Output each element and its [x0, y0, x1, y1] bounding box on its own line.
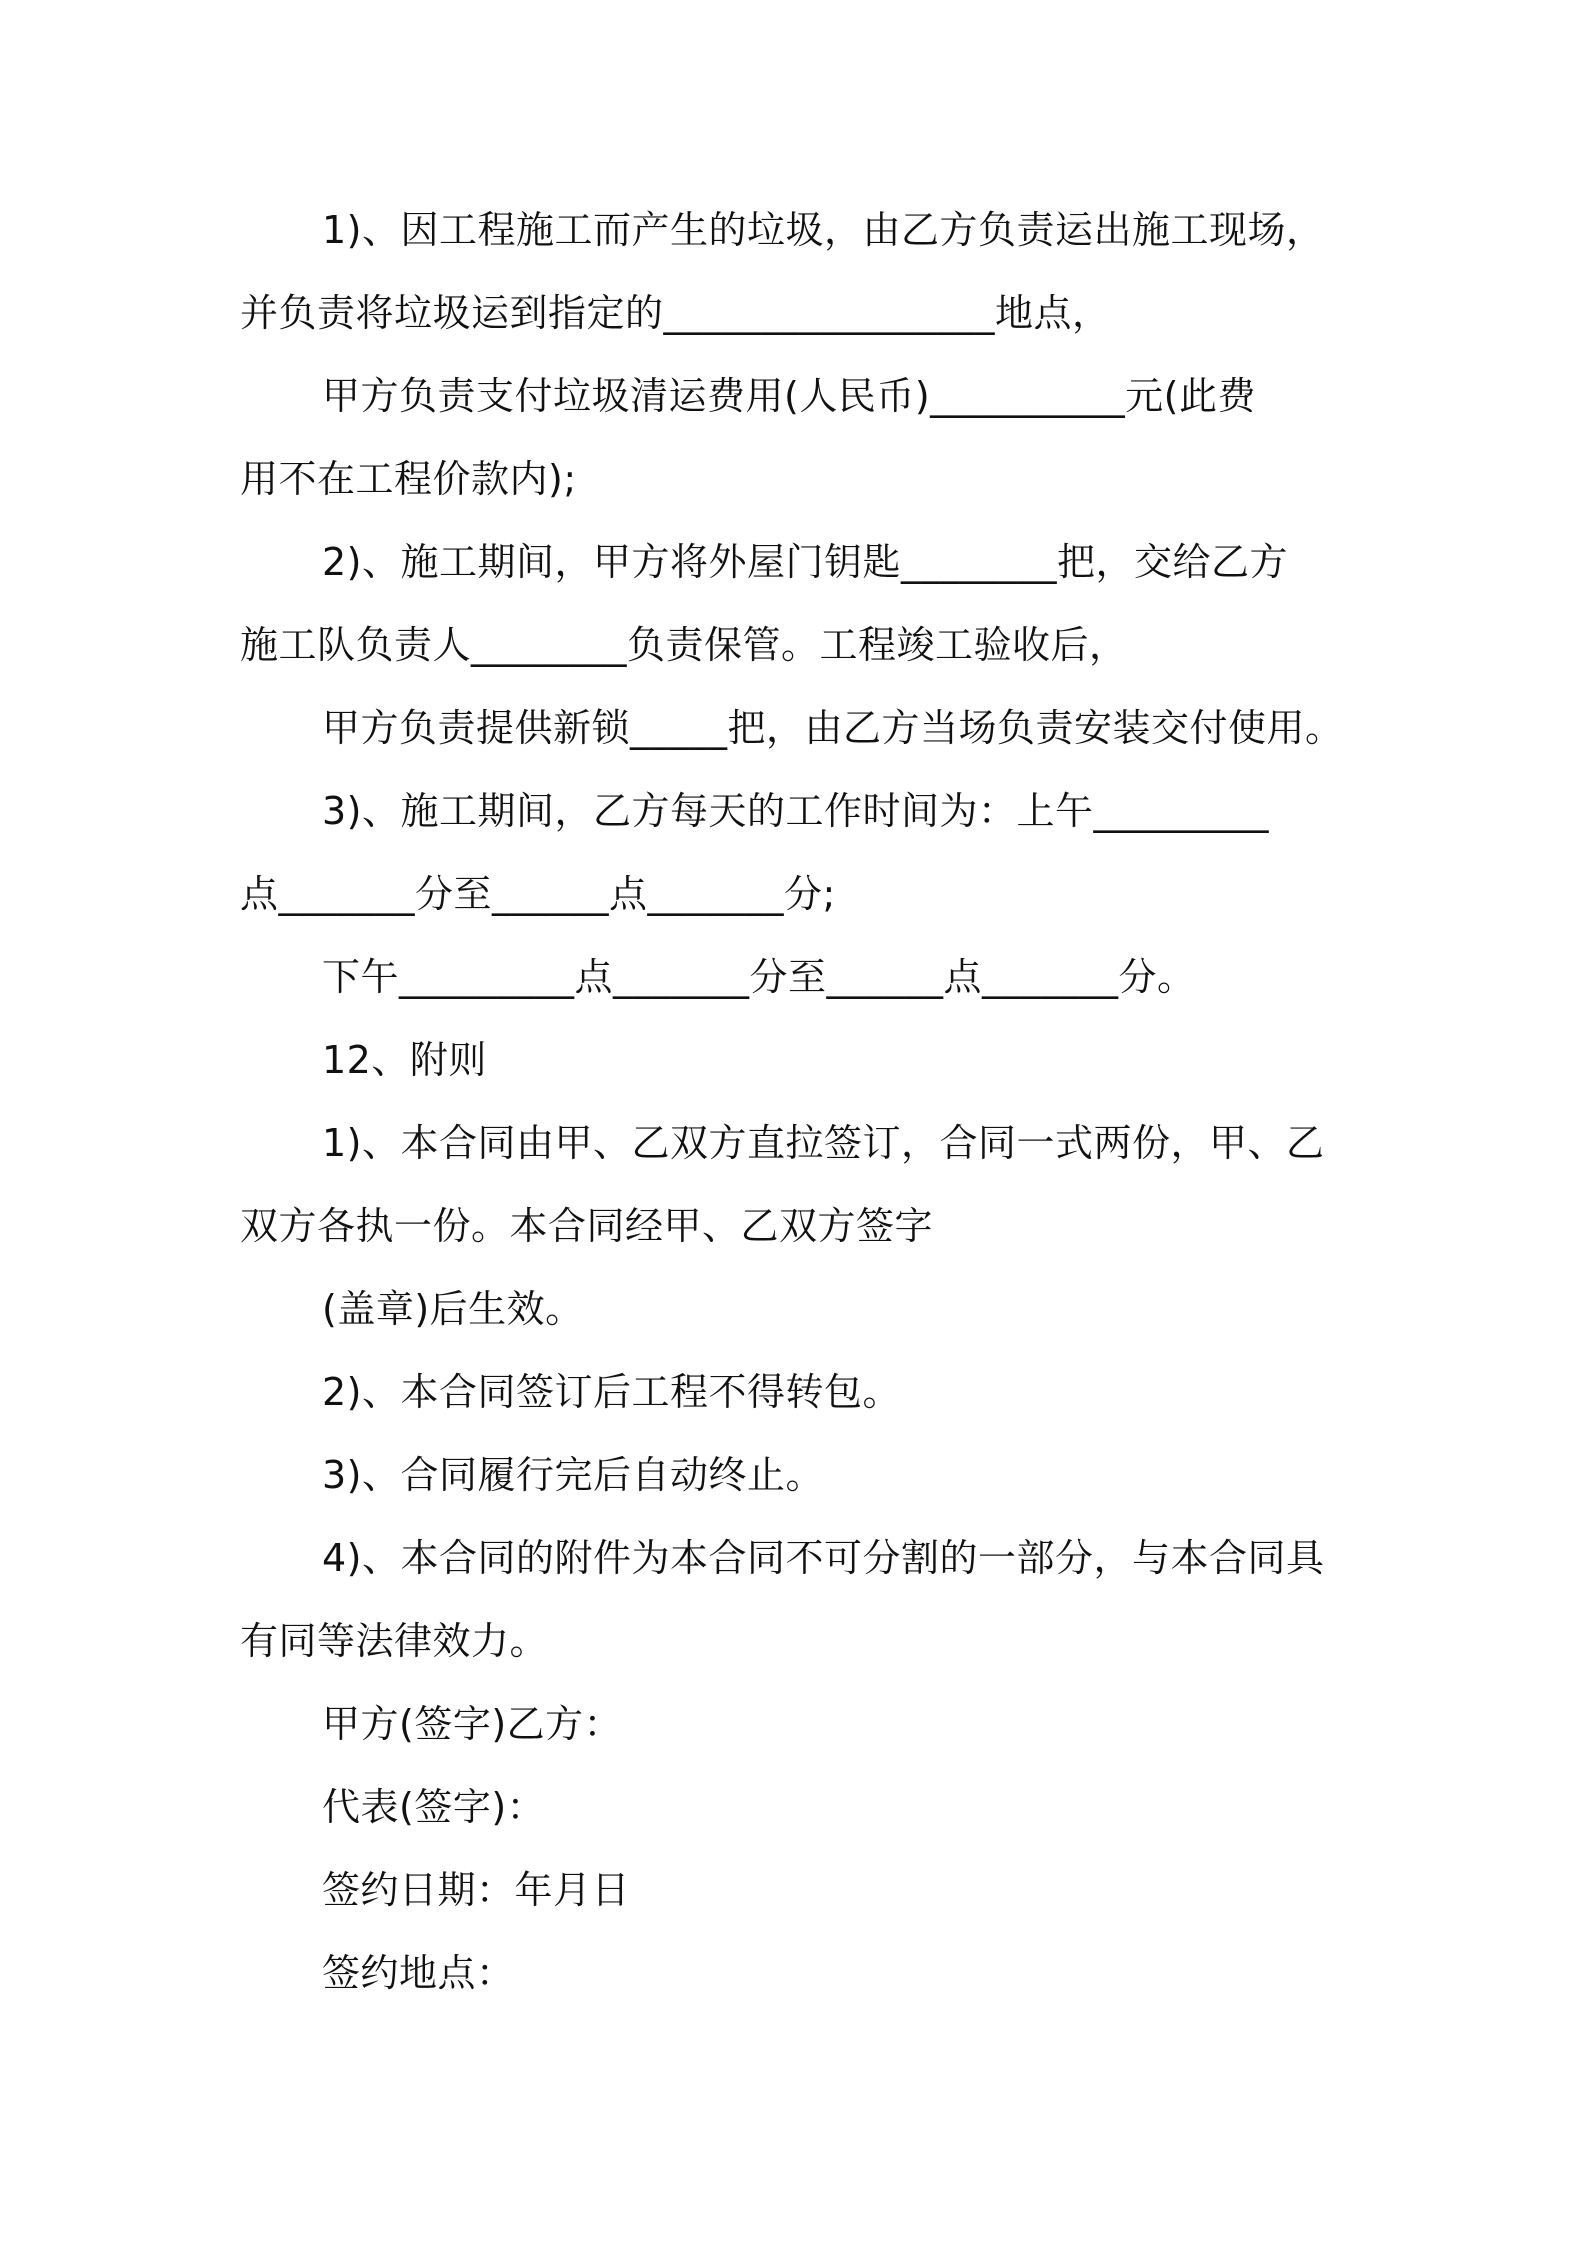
clause-3-line-2: 点_______分至______点_______分;	[240, 872, 836, 916]
clause-2-line-1: 2)、施工期间，甲方将外屋门钥匙________把，交给乙方	[322, 540, 1289, 584]
appendix-4-line-2: 有同等法律效力。	[240, 1619, 549, 1663]
signing-date-line: 签约日期：年月日	[322, 1868, 631, 1912]
appendix-4-line-1: 4)、本合同的附件为本合同不可分割的一部分，与本合同具	[322, 1536, 1325, 1580]
appendix-1-line-3: (盖章)后生效。	[322, 1287, 584, 1331]
appendix-2-line: 2)、本合同签订后工程不得转包。	[322, 1370, 902, 1414]
appendix-1-line-2: 双方各执一份。本合同经甲、乙双方签字	[240, 1204, 934, 1248]
appendix-1-line-1: 1)、本合同由甲、乙双方直拉签订，合同一式两份，甲、乙	[322, 1121, 1325, 1165]
clause-3-line-3: 下午_________点_______分至______点_______分。	[322, 955, 1196, 999]
appendix-3-line: 3)、合同履行完后自动终止。	[322, 1453, 825, 1497]
signing-place-line: 签约地点：	[322, 1951, 515, 1995]
clause-1-line-4: 用不在工程价款内);	[240, 457, 577, 501]
clause-1-line-1: 1)、因工程施工而产生的垃圾，由乙方负责运出施工现场，	[322, 208, 1325, 252]
clause-1-line-3: 甲方负责支付垃圾清运费用(人民币)__________元(此费	[322, 374, 1256, 418]
signature-representative-line: 代表(签字)：	[322, 1785, 546, 1829]
clause-2-line-2: 施工队负责人________负责保管。工程竣工验收后，	[240, 623, 1128, 667]
clause-3-line-1: 3)、施工期间，乙方每天的工作时间为：上午_________	[322, 789, 1270, 833]
signature-party-line: 甲方(签字)乙方：	[322, 1702, 623, 1746]
clause-2-line-3: 甲方负责提供新锁_____把，由乙方当场负责安装交付使用。	[322, 706, 1344, 750]
section-heading: 12、附则	[322, 1038, 487, 1082]
clause-1-line-2: 并负责将垃圾运到指定的_________________地点，	[240, 291, 1111, 335]
